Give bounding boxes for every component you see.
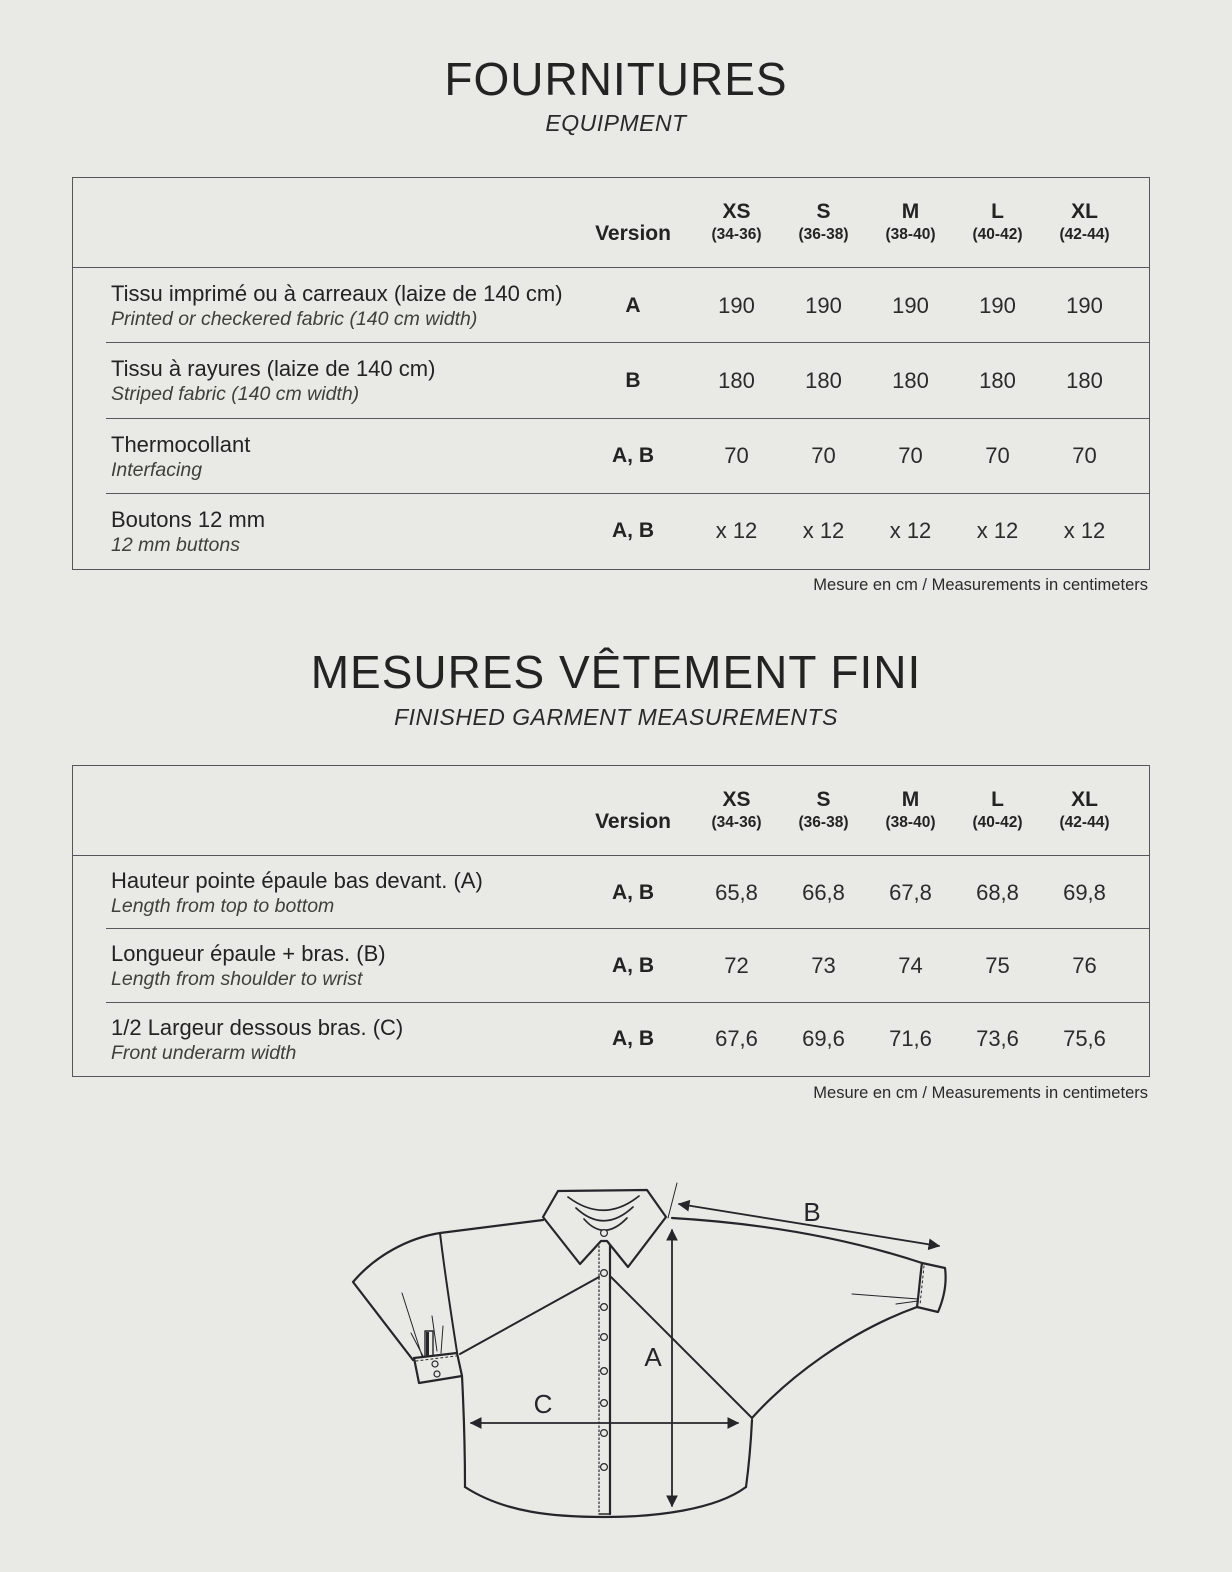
left-cuff [414,1353,462,1383]
body-left-edge [462,1376,465,1487]
value-l: 73,6 [976,1026,1019,1052]
value-xl: 190 [1066,292,1103,318]
table-row [73,929,1149,1002]
row-description [73,506,573,557]
version-value: A, B [612,444,654,468]
version-header: Version [595,809,671,833]
size-range: (42-44) [1059,226,1110,243]
value-l: 70 [985,443,1010,469]
label-en: Striped fabric (140 cm width) [111,383,360,406]
row-description [73,867,573,918]
size-range: (34-36) [711,226,762,243]
section2-subtitle: FINISHED GARMENT MEASUREMENTS [394,704,838,730]
table-row [73,1003,1149,1076]
value-s: 66,8 [802,879,845,905]
value-xl: 75,6 [1063,1026,1106,1052]
section1-subtitle: EQUIPMENT [545,110,687,136]
size-header-s [780,788,867,833]
size-range: (36-38) [798,814,849,831]
equipment-table [72,177,1150,570]
size-range: (40-42) [972,814,1023,831]
size-header-l [954,788,1041,833]
value-m: 70 [898,443,923,469]
value-xs: x 12 [715,518,758,544]
label-fr: Tissu imprimé ou à carreaux (laize de 140 cm) [111,281,563,307]
label-fr: Boutons 12 mm [111,506,266,532]
size-label: M [901,788,920,811]
value-l: 190 [979,292,1016,318]
size-range: (36-38) [798,226,849,243]
value-s: 190 [805,292,842,318]
value-xs: 72 [724,952,749,978]
version-value: A [625,293,641,317]
table-row [73,419,1149,494]
row-description [73,1014,573,1065]
size-label: XS [722,788,751,811]
value-s: 70 [811,443,836,469]
value-s: x 12 [802,518,845,544]
size-range: (38-40) [885,814,936,831]
value-xl: 180 [1066,367,1103,393]
size-label: XL [1071,788,1098,811]
table-row [73,856,1149,929]
value-m: 74 [898,952,923,978]
table-row [73,494,1149,569]
version-header: Version [595,221,671,245]
table-row [73,343,1149,418]
value-xl: 69,8 [1063,879,1106,905]
label-en: Length from top to bottom [111,895,335,918]
version-value: A, B [612,880,654,904]
size-header-l [954,200,1041,245]
size-header-m [867,788,954,833]
hem-curve [465,1487,746,1517]
size-header-xl [1041,200,1128,245]
equipment-table-header [73,178,1149,268]
label-B: B [803,1197,821,1227]
label-en: Interfacing [111,458,203,481]
value-xs: 67,6 [715,1026,758,1052]
value-l: 75 [985,952,1010,978]
units-note: Mesure en cm / Measurements in centimeters [813,576,1148,594]
size-header-xl [1041,788,1128,833]
version-value: B [625,368,641,392]
value-s: 180 [805,367,842,393]
value-xs: 65,8 [715,879,758,905]
shirt-technical-drawing [340,1180,980,1572]
value-xs: 70 [724,443,749,469]
label-fr: Hauteur pointe épaule bas devant. (A) [111,868,483,894]
size-header-xs [693,200,780,245]
label-fr: Thermocollant [111,431,251,457]
size-range: (38-40) [885,226,936,243]
version-value: A, B [612,519,654,543]
right-sleeve-bottom [752,1307,917,1418]
value-s: 69,6 [802,1026,845,1052]
section1-title: FOURNITURES [444,53,788,105]
label-en: 12 mm buttons [111,533,240,556]
value-m: 190 [892,292,929,318]
label-fr: 1/2 Largeur dessous bras. (C) [111,1014,404,1040]
right-cuff-gathers [852,1294,918,1304]
label-en: Printed or checkered fabric (140 cm width) [111,308,478,331]
size-label: M [901,200,920,223]
left-raglan-seam [460,1277,599,1354]
size-label: S [816,200,831,223]
value-m: 71,6 [889,1026,932,1052]
label-A: A [644,1342,662,1372]
size-range: (40-42) [972,226,1023,243]
row-description [73,355,573,406]
label-fr: Longueur épaule + bras. (B) [111,941,386,967]
value-m: 180 [892,367,929,393]
value-l: x 12 [976,518,1019,544]
size-label: L [991,200,1004,223]
placket-buttons [601,1230,608,1471]
left-sleeve-gathers [402,1293,443,1358]
size-range: (34-36) [711,814,762,831]
size-label: S [816,788,831,811]
right-sleeve-top [672,1218,922,1263]
value-m: x 12 [889,518,932,544]
measurements-table-header [73,766,1149,856]
label-C: C [533,1389,553,1419]
label-fr: Tissu à rayures (laize de 140 cm) [111,356,436,382]
section2-title: MESURES VÊTEMENT FINI [310,646,922,698]
left-cuff-button [434,1371,440,1377]
value-l: 180 [979,367,1016,393]
size-header-xs [693,788,780,833]
value-xl: 70 [1072,443,1097,469]
size-range: (42-44) [1059,814,1110,831]
version-value: A, B [612,953,654,977]
units-note: Mesure en cm / Measurements in centimeters [813,1084,1148,1102]
version-value: A, B [612,1027,654,1051]
value-xs: 180 [718,367,755,393]
row-description [73,940,573,991]
value-l: 68,8 [976,879,1019,905]
value-m: 67,8 [889,879,932,905]
collar [543,1190,666,1267]
shoulder-leader-line [668,1183,677,1218]
size-label: XL [1071,200,1098,223]
label-en: Length from shoulder to wrist [111,968,363,991]
body-right-edge [746,1420,752,1487]
value-xs: 190 [718,292,755,318]
table-row [73,268,1149,343]
row-description [73,431,573,482]
value-xl: x 12 [1063,518,1106,544]
value-s: 73 [811,952,836,978]
size-label: L [991,788,1004,811]
size-header-s [780,200,867,245]
label-en: Front underarm width [111,1041,297,1064]
right-raglan-seam [611,1277,752,1418]
left-cuff-button [432,1361,438,1367]
row-description [73,280,573,331]
measurements-table [72,765,1150,1077]
size-header-m [867,200,954,245]
value-xl: 76 [1072,952,1097,978]
left-sleeve-placket-fill [426,1332,429,1357]
size-label: XS [722,200,751,223]
